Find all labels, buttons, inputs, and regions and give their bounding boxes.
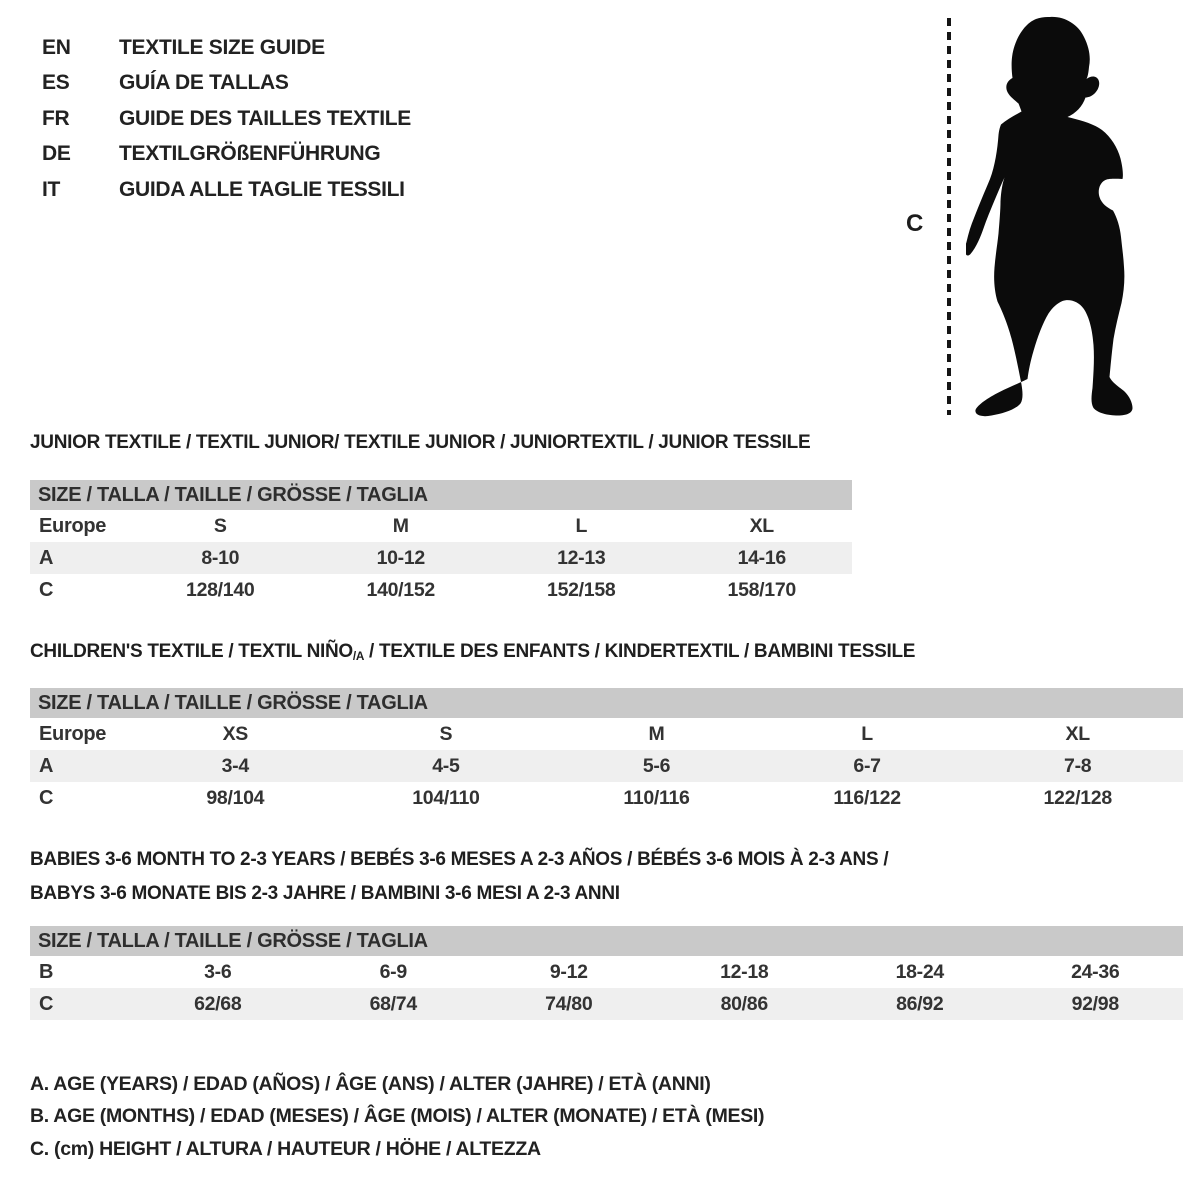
- toddler-silhouette-icon: [966, 11, 1136, 421]
- row-label: Europe: [39, 514, 107, 537]
- table-row: [30, 510, 852, 542]
- table-row: [30, 718, 1183, 750]
- legend-line-b: B. AGE (MONTHS) / EDAD (MESES) / ÂGE (MOIS) / ALTER (MONATE) / ETÀ (MESI): [30, 1105, 765, 1128]
- table-row: [30, 956, 1183, 988]
- language-row-it: [42, 172, 411, 208]
- row-label: C: [39, 578, 54, 601]
- size-cell: S: [213, 514, 227, 537]
- legend-line-a: A. AGE (YEARS) / EDAD (AÑOS) / ÂGE (ANS) / ALTER (JAHRE) / ETÀ (ANNI): [30, 1072, 711, 1095]
- table-header-row: [30, 480, 852, 510]
- size-cell: 6-9: [379, 960, 407, 983]
- size-cell: 122/128: [1043, 786, 1112, 809]
- legend-line-c: C. (cm) HEIGHT / ALTURA / HAUTEUR / HÖHE / ALTEZZA: [30, 1137, 541, 1160]
- junior-size-table: [30, 480, 852, 606]
- size-cell: 10-12: [311, 542, 492, 574]
- language-code: FR: [42, 106, 70, 130]
- size-cell: XS: [222, 722, 248, 745]
- children-title-subscript: /A: [352, 649, 365, 663]
- size-cell: 92/98: [1008, 988, 1184, 1020]
- size-cell: 3-4: [130, 750, 341, 782]
- size-cell: M: [648, 722, 665, 745]
- height-measure-label: C: [906, 210, 924, 237]
- row-label: Europe: [39, 722, 107, 745]
- babies-section-title-line1: BABIES 3-6 MONTH TO 2-3 YEARS / BEBÉS 3-6 MESES A 2-3 AÑOS / BÉBÉS 3-6 MOIS À 2-3 ANS /: [30, 849, 889, 870]
- size-header-bar: SIZE / TALLA / TAILLE / GRÖSSE / TAGLIA: [30, 480, 852, 510]
- language-code: ES: [42, 71, 70, 95]
- row-label: A: [30, 542, 130, 574]
- babies-section-title-line2: BABYS 3-6 MONATE BIS 2-3 JAHRE / BAMBINI 3-6 MESI A 2-3 ANNI: [30, 883, 620, 904]
- guide-title: GUIDE DES TAILLES TEXTILE: [119, 106, 411, 130]
- guide-title: GUÍA DE TALLAS: [119, 71, 289, 95]
- row-label: A: [30, 750, 130, 782]
- size-cell: 3-6: [204, 960, 232, 983]
- size-cell: 152/158: [547, 578, 616, 601]
- row-label: C: [39, 786, 54, 809]
- table-header-row: [30, 688, 1183, 718]
- size-header-bar: SIZE / TALLA / TAILLE / GRÖSSE / TAGLIA: [30, 688, 1183, 718]
- guide-title: TEXTILE SIZE GUIDE: [119, 35, 325, 59]
- size-cell: XL: [749, 514, 774, 537]
- size-cell: 24-36: [1071, 960, 1120, 983]
- language-row-de: [42, 137, 411, 173]
- table-row: [30, 782, 1183, 814]
- babies-size-table: [30, 926, 1183, 1020]
- children-size-table: [30, 688, 1183, 814]
- size-cell: 14-16: [672, 542, 853, 574]
- size-cell: 4-5: [341, 750, 552, 782]
- size-cell: S: [439, 722, 453, 745]
- size-cell: L: [861, 722, 873, 745]
- size-cell: 12-18: [720, 960, 769, 983]
- toddler-silhouette-shape: [966, 17, 1133, 416]
- size-cell: 8-10: [130, 542, 311, 574]
- size-cell: M: [392, 514, 409, 537]
- table-row: [30, 574, 852, 606]
- size-cell: 110/116: [623, 786, 690, 809]
- height-measure-dashed-line: [947, 18, 951, 415]
- measurement-legend: [30, 1068, 764, 1166]
- size-cell: 98/104: [206, 786, 265, 809]
- language-row-fr: [42, 101, 411, 137]
- language-code: DE: [42, 142, 71, 166]
- language-title-block: [42, 30, 411, 208]
- size-cell: 158/170: [727, 578, 796, 601]
- size-cell: 128/140: [186, 578, 255, 601]
- size-cell: 6-7: [762, 750, 973, 782]
- language-row-es: [42, 66, 411, 102]
- row-label: B: [39, 960, 54, 983]
- table-row: [30, 988, 1183, 1020]
- size-cell: 116/122: [833, 786, 901, 809]
- language-code: EN: [42, 35, 71, 59]
- size-cell: 86/92: [832, 988, 1008, 1020]
- language-row-en: [42, 30, 411, 66]
- size-cell: 62/68: [130, 988, 306, 1020]
- guide-title: TEXTILGRÖßENFÜHRUNG: [119, 142, 381, 166]
- guide-title: GUIDA ALLE TAGLIE TESSILI: [119, 177, 405, 201]
- row-label: C: [30, 988, 130, 1020]
- size-cell: 80/86: [657, 988, 833, 1020]
- size-cell: 18-24: [895, 960, 944, 983]
- size-cell: L: [575, 514, 588, 537]
- language-code: IT: [42, 177, 61, 201]
- children-title-pre: CHILDREN'S TEXTILE / TEXTIL NIÑO: [30, 641, 353, 662]
- size-cell: 12-13: [491, 542, 672, 574]
- size-cell: XL: [1065, 722, 1090, 745]
- table-row: [30, 542, 852, 574]
- children-section-title: [30, 641, 915, 663]
- table-header-row: [30, 926, 1183, 956]
- size-header-bar: SIZE / TALLA / TAILLE / GRÖSSE / TAGLIA: [30, 926, 1183, 956]
- size-cell: 9-12: [549, 960, 588, 983]
- size-cell: 140/152: [366, 578, 435, 601]
- size-cell: 5-6: [551, 750, 762, 782]
- table-row: [30, 750, 1183, 782]
- size-cell: 7-8: [972, 750, 1183, 782]
- size-cell: 104/110: [412, 786, 480, 809]
- junior-section-title: JUNIOR TEXTILE / TEXTIL JUNIOR/ TEXTILE JUNIOR / JUNIORTEXTIL / JUNIOR TESSILE: [30, 432, 811, 453]
- size-cell: 74/80: [481, 988, 657, 1020]
- children-title-post: / TEXTILE DES ENFANTS / KINDERTEXTIL / BAMBINI TESSILE: [364, 641, 916, 662]
- size-cell: 68/74: [306, 988, 482, 1020]
